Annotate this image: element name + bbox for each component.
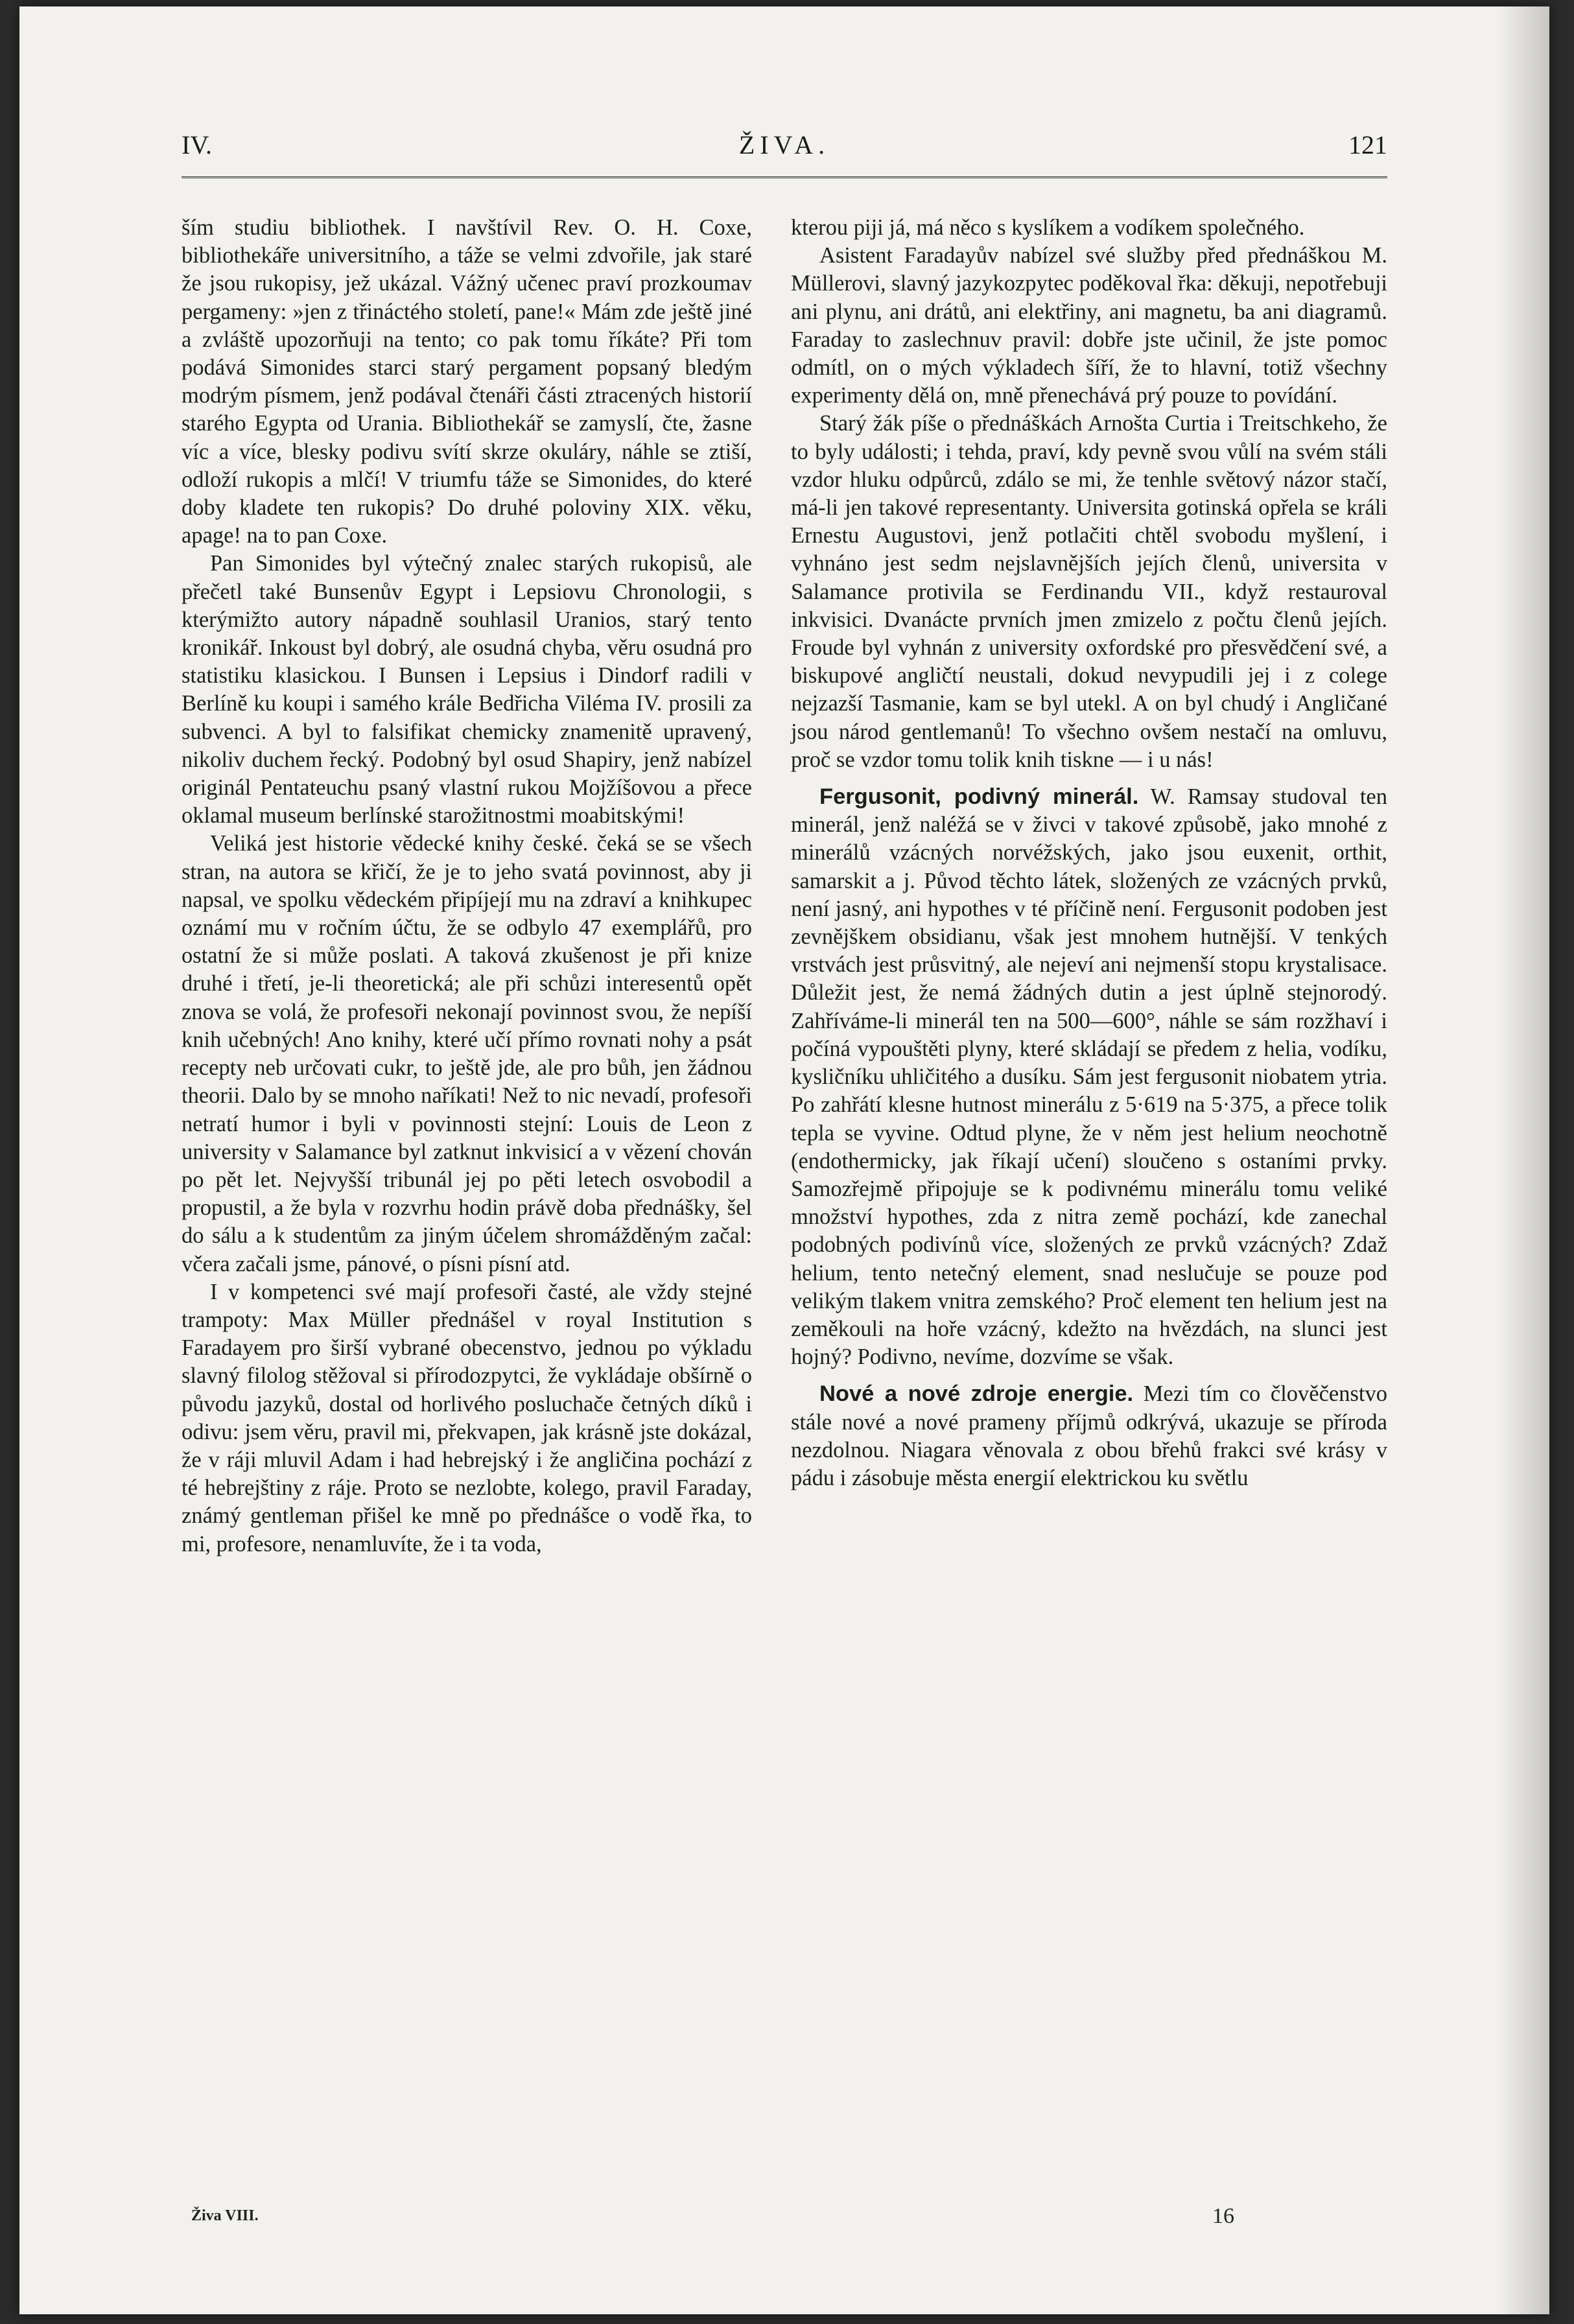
volume-number: IV. (182, 130, 213, 159)
right-column (791, 214, 1387, 1492)
handwritten-note (227, 2301, 434, 2314)
page-edge-shadow (1498, 6, 1549, 2314)
journal-title: ŽIVA. (738, 130, 830, 159)
page-number: 121 (1348, 130, 1387, 159)
article-heading: Nové a nové zdroje energie. (819, 1381, 1134, 1407)
paragraph (791, 1380, 1387, 1492)
paragraph (182, 1278, 752, 1558)
paragraph-text: Veliká jest historie vědecké knihy české. čeká se se všech stran, na autora se křičí, že je to jeho svatá povinnost, aby ji napsal, ve spolku vědeckém připíjejí mu na zdraví a knihkupec oznámí mu v ročním účtu, že se odbylo 47 exemplářů, pro ostatní že si může poslati. A taková zkušenost je při knize druhé i třetí, je-li theoretická; ale při schůzi interesentů opět znova se volá, že profesoři nekonají povinnost svou, že nepíší knih učebných! Ano knihy, které učí přímo rovnati nohy a psát recepty neb určovati cukr, to ještě jde, ale pro bůh, jen žádnou theorii. Dalo by se mnoho naříkati! Než to nic nevadí, profesoři netratí humor i byli v povinnosti stejní: Louis de Leon z university v Salamance byl zatknut inkvisicí a v vězení chován po pět let. Nejvyšší tribunál jej po pěti letech osvobodil a propustil, a že byla v rozvrhu hodin právě doba přednášky, šel do sálu a k studentům za jiným účelem shromážděným začal: včera začali jsme, pánové, o písni písní atd. (182, 831, 752, 1276)
paragraph-text: Mezi tím co člověčenstvo stále nové a nové prameny příjmů odkrývá, ukazuje se příroda nezdolnou. Niagara věnovala z obou břehů frakci své krásy v pádu i zásobuje města energií elektrickou ku světlu (791, 1381, 1387, 1490)
paragraph-text: kterou piji já, má něco s kyslíkem a vodíkem společného. (791, 215, 1305, 240)
paragraph (791, 410, 1387, 774)
header-rule (182, 176, 1387, 180)
paragraph (182, 550, 752, 830)
running-head (182, 130, 1387, 169)
paragraph-text: Pan Simonides byl výtečný znalec starých rukopisů, ale přečetl také Bunsenův Egypt i Lepsiovu Chronologii, s kterýmižto autory nápadně souhlasil Uranios, starý tento kronikář. Inkoust byl dobrý, ale osudná chyba, věru osudná pro statistiku klasickou. I Bunsen i Lepsius i Dindorf radili v Berlíně ku koupi i samého krále Bedřicha Viléma IV. prosili za subvenci. A byl to falsifikat chemicky znamenitě upravený, nikoliv duchem řecký. Podobný byl osud Shapiry, jenž nabízel originál Pentateuchu psaný vlastní rukou Mojžíšovou a přece oklamal museum berlínské starožitnostmi moabitskými! (182, 551, 752, 828)
paragraph (791, 783, 1387, 1371)
signature-mark: Živa VIII. (191, 2207, 259, 2224)
article-heading: Fergusonit, podivný minerál. (819, 784, 1139, 810)
paragraph-text: W. Ramsay studoval ten minerál, jenž naléžá se v živci v takové způsobě, jako mnohé z minerálů vzácných norvéžských, jako jsou euxenit, orthit, samarskit a j. Původ těchto látek, složených ze vzácných prvků, není jasný, ani hypothes v té příčině není. Fergusonit podoben jest zevnějškem obsidianu, však jest mnohem hutnější. V tenkých vrstvách jest průsvitný, ale nejeví ani nejmenší stopu krystalisace. Důležit jest, že nemá žádných dutin a jest úplně stejnorodý. Zahříváme-li minerál ten na 500—600°, náhle se sám rozžhaví i počíná vypouštěti plyny, které skládají se předem z helia, vodíku, kysličníku uhličitého a dusíku. Sám jest fergusonit niobatem ytria. Po zahřátí klesne hutnost minerálu z 5·619 na 5·375, a přece tolik tepla se vyvine. Odtud plyne, že v něm jest helium neochotně (endothermicky, jak říkají učení) sloučeno s ostaními prvky. Samozřejmě připojuje se k podivnému minerálu tomu veliké množství hypothes, zda z nitra země pochází, kde zanechal podobných podivínů více, složených ze prvků vzácných? Zdaž helium, tento netečný element, snad neslučuje se pouze pod velikým tlakem vnitra zemského? Proč element ten helium jest na zeměkouli na hoře vzácný, kdežto na hvězdách, na slunci jest hojný? Podivno, nevíme, dozvíme se však. (791, 784, 1387, 1370)
sheet-number: 16 (1212, 2204, 1234, 2228)
paragraph-text: ším studiu bibliothek. I navštívil Rev. O. H. Coxe, bibliothekáře universitního, a táže se velmi zdvořile, jak staré že jsou rukopisy, jež ukázal. Vážný učenec praví prozkoumav pergameny: »jen z třináctého století, pane!« Mám zde ještě jiné a zvláště upozorňuji na tento; co pak tomu říkáte? Při tom podává Simonides starci starý pergament popsaný bledým modrým písmem, jenž podával čtenáři části ztracených historií starého Egypta od Urania. Bibliothekář se zamyslí, čte, žasne víc a více, blesky podivu svítí skrze okuláry, náhle se ztiší, odloží rukopis a mlčí! V triumfu táže se Simonides, do které doby kladete ten rukopis? Do druhé poloviny XIX. věku, apage! na to pan Coxe. (182, 215, 752, 548)
paragraph (182, 830, 752, 1278)
paragraph (791, 242, 1387, 410)
paragraph (182, 214, 752, 550)
page (19, 6, 1549, 2314)
paragraph (791, 214, 1387, 242)
paragraph-text: I v kompetenci své mají profesoři časté, ale vždy stejné trampoty: Max Müller přednášel v royal Institution s Faradayem pro širší vybrané obecenstvo, jednou po výkladu slavný filolog stěžoval si přírodozpytci, že vykládaje obšírně o původu jazyků, dostal od horlivého posluchače četných díků i odivu: jsem věru, pravil mi, překvapen, jak krásně jste dokázal, že v ráji mluvil Adam i had hebrejský i že angličina pochází z té hebrejštiny z ráje. Proto se nezlobte, kolego, pravil Faraday, známý gentleman přišel ke mně po přednášce o vodě řka, to mi, profesore, nenamluvíte, že i ta voda, (182, 1279, 752, 1556)
paragraph-text: Asistent Faradayův nabízel své služby před přednáškou M. Müllerovi, slavný jazykozpytec poděkoval řka: děkuji, nepotřebuji ani plynu, ani drátů, ani elektřiny, ani magnetu, ba ani diagramů. Faraday to zaslechnuv pravil: dobře jste učinil, že jste pomoc odmítl, on o mých výkladech šíří, že to hlavní, totiž všechny experimenty dělá on, mně přenechává prý pouze to povídání. (791, 243, 1387, 408)
left-column (182, 214, 752, 1558)
paragraph-text: Starý žák píše o přednáškách Arnošta Curtia i Treitschkeho, že to byly události; i tehda, praví, kdy pevně svou vůlí na svém stáli vzdor hluku odpůrců, zdálo se mi, že tenhle světový názor stačí, má-li jen takové representanty. Universita gotinská opřela se králi Ernestu Augustovi, jenž potlačiti chtěl svobodu myšlení, i vyhnáno jest sedm nejslavnějších jejích členů, universita v Salamance protivila se Ferdinandu VII., když restauroval inkvisici. Dvanácte prvních jmen zmizelo z počtu členů jejích. Froude byl vyhnán z university oxfordské pro přesvědčení své, a biskupové angličtí neustali, dokud nevypudili jej i z colege nejzazší Tasmanie, kam se byl utekl. A on byl chudý i Angličané jsou národ gentlemanů! To všechno ovšem nestačí na omluvu, proč se vzdor tomu tolik knih tiskne — i u nás! (791, 411, 1387, 772)
